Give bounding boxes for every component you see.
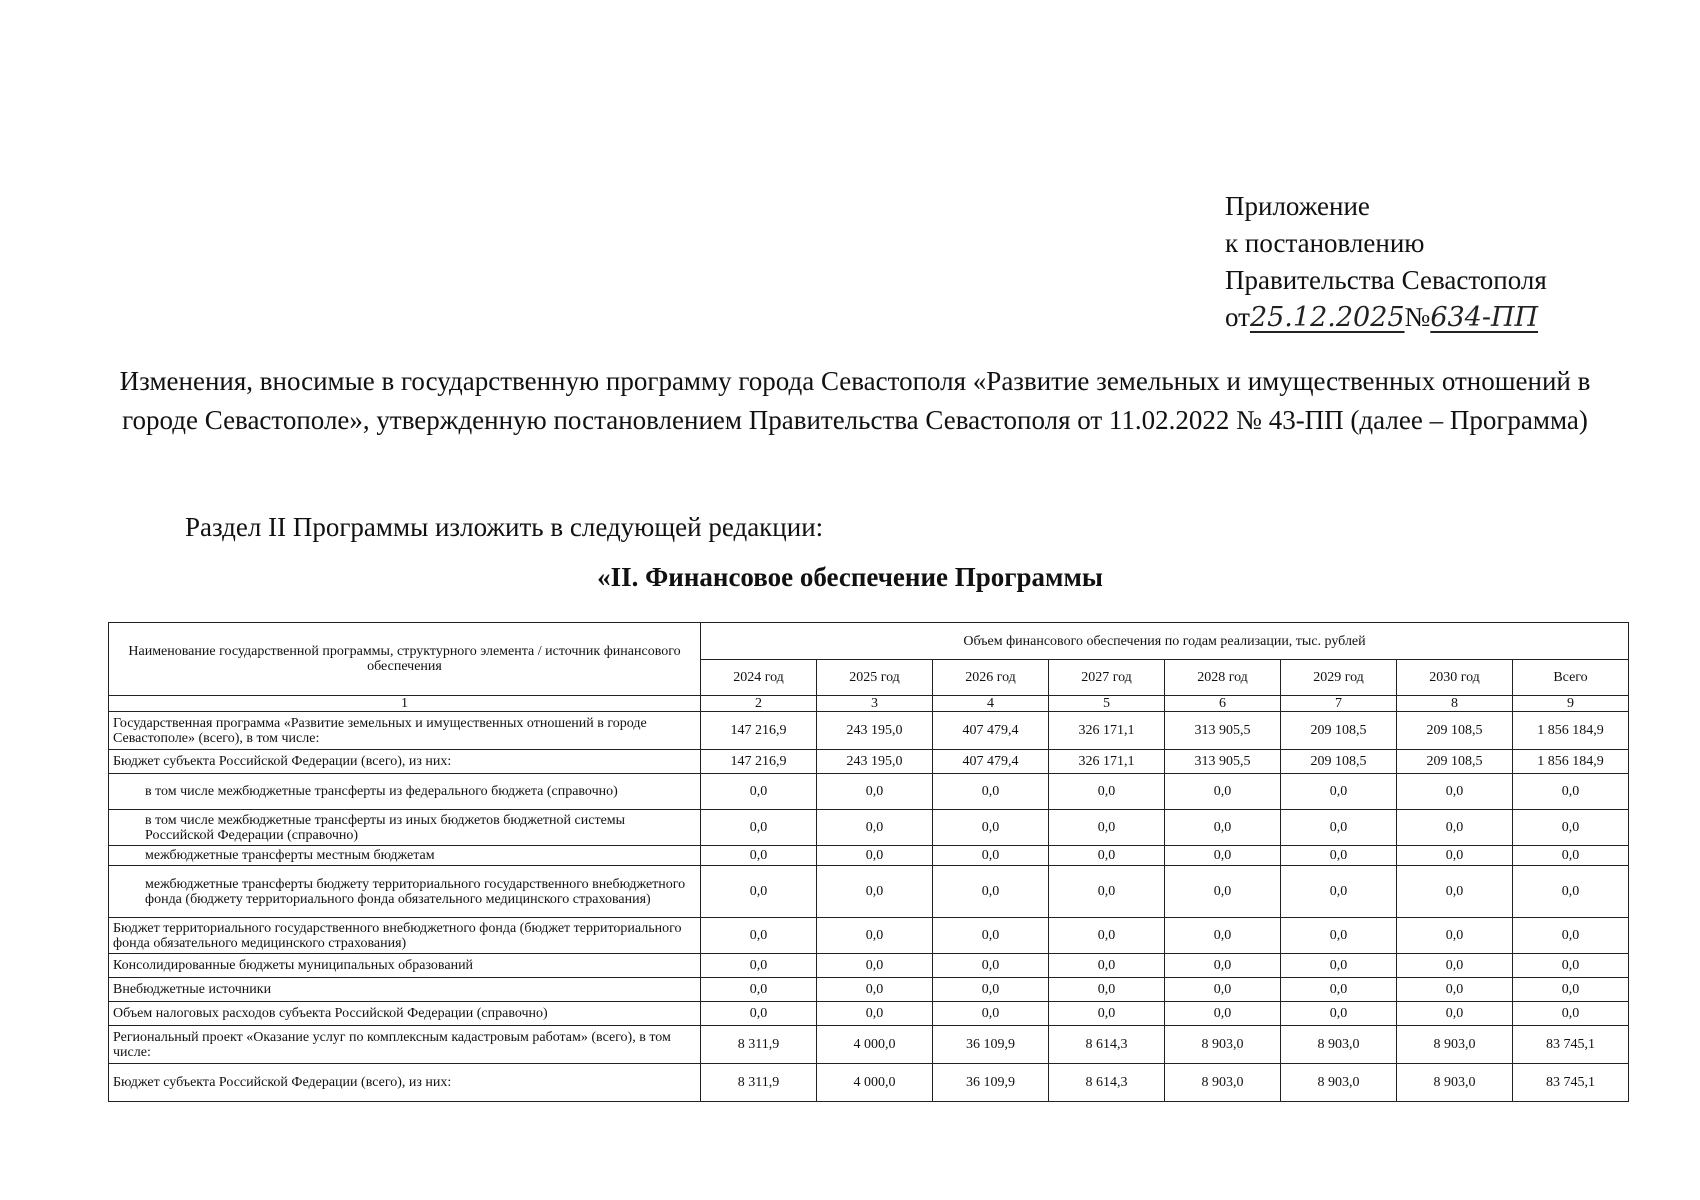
approval-date-number-line bbox=[1225, 299, 1560, 336]
table-row bbox=[109, 918, 1629, 954]
table-row bbox=[109, 954, 1629, 978]
row-name: в том числе межбюджетные трансферты из иных бюджетов бюджетной системы Российской Федерации (справочно) bbox=[109, 810, 701, 846]
row-total-value: 0,0 bbox=[1513, 954, 1629, 978]
row-year-value: 243 195,0 bbox=[817, 712, 933, 750]
row-year-value: 313 905,5 bbox=[1165, 712, 1281, 750]
row-year-value: 407 479,4 bbox=[933, 750, 1049, 774]
row-year-value: 147 216,9 bbox=[701, 712, 817, 750]
row-year-value: 0,0 bbox=[1165, 774, 1281, 810]
row-total-value: 0,0 bbox=[1513, 810, 1629, 846]
row-name: Бюджет субъекта Российской Федерации (всего), из них: bbox=[109, 750, 701, 774]
row-year-value: 0,0 bbox=[1165, 846, 1281, 866]
row-year-value: 407 479,4 bbox=[933, 712, 1049, 750]
row-year-value: 0,0 bbox=[933, 846, 1049, 866]
row-year-value: 0,0 bbox=[817, 978, 933, 1002]
row-year-value: 8 903,0 bbox=[1165, 1064, 1281, 1102]
header-name-column: Наименование государственной программы, структурного элемента / источник финансового обеспечения bbox=[109, 623, 701, 696]
column-number: 7 bbox=[1281, 696, 1397, 712]
approval-number-label: № bbox=[1404, 302, 1431, 332]
row-year-value: 0,0 bbox=[1281, 774, 1397, 810]
approval-line-government: Правительства Севастополя bbox=[1225, 265, 1547, 295]
row-name: в том числе межбюджетные трансферты из федерального бюджета (справочно) bbox=[109, 774, 701, 810]
header-year: 2026 год bbox=[933, 660, 1049, 696]
row-name: Внебюджетные источники bbox=[109, 978, 701, 1002]
row-year-value: 209 108,5 bbox=[1281, 712, 1397, 750]
row-year-value: 8 903,0 bbox=[1281, 1026, 1397, 1064]
row-year-value: 0,0 bbox=[1165, 954, 1281, 978]
row-year-value: 0,0 bbox=[701, 954, 817, 978]
table-row bbox=[109, 712, 1629, 750]
row-name: межбюджетные трансферты местным бюджетам bbox=[109, 846, 701, 866]
header-volume: Объем финансового обеспечения по годам реализации, тыс. рублей bbox=[701, 623, 1629, 660]
table-row bbox=[109, 1064, 1629, 1102]
row-year-value: 0,0 bbox=[1165, 918, 1281, 954]
row-name: Объем налоговых расходов субъекта Российской Федерации (справочно) bbox=[109, 1002, 701, 1026]
row-year-value: 0,0 bbox=[933, 866, 1049, 918]
row-year-value: 36 109,9 bbox=[933, 1026, 1049, 1064]
table-header-row bbox=[109, 623, 1629, 660]
row-year-value: 8 311,9 bbox=[701, 1026, 817, 1064]
row-year-value: 8 311,9 bbox=[701, 1064, 817, 1102]
table-row bbox=[109, 978, 1629, 1002]
table-row bbox=[109, 810, 1629, 846]
row-year-value: 0,0 bbox=[701, 774, 817, 810]
row-year-value: 0,0 bbox=[1281, 918, 1397, 954]
row-year-value: 326 171,1 bbox=[1049, 750, 1165, 774]
header-year: 2030 год bbox=[1397, 660, 1513, 696]
row-name: Бюджет территориального государственного внебюджетного фонда (бюджет территориального фонда обязательного медицинского страхования) bbox=[109, 918, 701, 954]
row-total-value: 1 856 184,9 bbox=[1513, 712, 1629, 750]
row-year-value: 0,0 bbox=[1049, 978, 1165, 1002]
table-body bbox=[109, 712, 1629, 1102]
row-year-value: 0,0 bbox=[1281, 846, 1397, 866]
row-total-value: 0,0 bbox=[1513, 1002, 1629, 1026]
table-row bbox=[109, 774, 1629, 810]
row-year-value: 0,0 bbox=[1049, 866, 1165, 918]
row-year-value: 0,0 bbox=[1397, 774, 1513, 810]
row-year-value: 0,0 bbox=[701, 918, 817, 954]
row-year-value: 8 614,3 bbox=[1049, 1064, 1165, 1102]
column-number: 6 bbox=[1165, 696, 1281, 712]
header-year: 2024 год bbox=[701, 660, 817, 696]
row-year-value: 0,0 bbox=[701, 1002, 817, 1026]
row-total-value: 0,0 bbox=[1513, 774, 1629, 810]
table-row bbox=[109, 846, 1629, 866]
row-name: Консолидированные бюджеты муниципальных образований bbox=[109, 954, 701, 978]
row-year-value: 8 903,0 bbox=[1165, 1026, 1281, 1064]
section-title: «II. Финансовое обеспечение Программы bbox=[597, 562, 1103, 592]
financing-table bbox=[108, 622, 1629, 1102]
table-column-number-row bbox=[109, 696, 1629, 712]
row-year-value: 0,0 bbox=[1049, 774, 1165, 810]
row-total-value: 0,0 bbox=[1513, 918, 1629, 954]
row-year-value: 0,0 bbox=[933, 810, 1049, 846]
row-year-value: 0,0 bbox=[1281, 954, 1397, 978]
row-year-value: 0,0 bbox=[817, 774, 933, 810]
row-year-value: 0,0 bbox=[1397, 810, 1513, 846]
row-year-value: 0,0 bbox=[817, 1002, 933, 1026]
row-year-value: 0,0 bbox=[1049, 810, 1165, 846]
row-year-value: 0,0 bbox=[701, 978, 817, 1002]
row-year-value: 0,0 bbox=[1281, 1002, 1397, 1026]
instruction-text: Раздел II Программы изложить в следующей редакции: bbox=[185, 512, 824, 542]
handwritten-date: 25.12.2025 bbox=[1249, 302, 1405, 333]
row-year-value: 0,0 bbox=[933, 1002, 1049, 1026]
approval-block bbox=[1225, 188, 1560, 336]
row-year-value: 0,0 bbox=[1281, 978, 1397, 1002]
row-year-value: 0,0 bbox=[1281, 866, 1397, 918]
column-number: 8 bbox=[1397, 696, 1513, 712]
row-year-value: 8 614,3 bbox=[1049, 1026, 1165, 1064]
row-year-value: 0,0 bbox=[1049, 954, 1165, 978]
header-year: 2029 год bbox=[1281, 660, 1397, 696]
handwritten-number: 634-ПП bbox=[1430, 302, 1539, 333]
row-year-value: 0,0 bbox=[817, 810, 933, 846]
header-year: 2027 год bbox=[1049, 660, 1165, 696]
approval-line-appendix: Приложение bbox=[1225, 191, 1370, 221]
row-year-value: 0,0 bbox=[1165, 1002, 1281, 1026]
column-number: 5 bbox=[1049, 696, 1165, 712]
row-year-value: 0,0 bbox=[701, 866, 817, 918]
table-row bbox=[109, 1026, 1629, 1064]
row-year-value: 209 108,5 bbox=[1397, 750, 1513, 774]
table-row bbox=[109, 866, 1629, 918]
table-row bbox=[109, 1002, 1629, 1026]
row-name: Региональный проект «Оказание услуг по комплексным кадастровым работам» (всего), в том числе: bbox=[109, 1026, 701, 1064]
row-year-value: 0,0 bbox=[817, 866, 933, 918]
row-year-value: 209 108,5 bbox=[1281, 750, 1397, 774]
row-total-value: 0,0 bbox=[1513, 846, 1629, 866]
row-year-value: 36 109,9 bbox=[933, 1064, 1049, 1102]
row-year-value: 0,0 bbox=[933, 774, 1049, 810]
column-number: 1 bbox=[109, 696, 701, 712]
approval-from-label: от bbox=[1225, 302, 1250, 332]
row-year-value: 0,0 bbox=[1397, 918, 1513, 954]
row-year-value: 0,0 bbox=[1397, 978, 1513, 1002]
row-year-value: 0,0 bbox=[933, 954, 1049, 978]
row-year-value: 0,0 bbox=[1397, 866, 1513, 918]
row-year-value: 0,0 bbox=[1397, 846, 1513, 866]
row-year-value: 0,0 bbox=[1397, 1002, 1513, 1026]
row-total-value: 0,0 bbox=[1513, 978, 1629, 1002]
header-year: 2025 год bbox=[817, 660, 933, 696]
row-year-value: 0,0 bbox=[1049, 846, 1165, 866]
header-year: 2028 год bbox=[1165, 660, 1281, 696]
row-year-value: 313 905,5 bbox=[1165, 750, 1281, 774]
row-year-value: 0,0 bbox=[817, 846, 933, 866]
row-year-value: 0,0 bbox=[1397, 954, 1513, 978]
row-year-value: 0,0 bbox=[701, 846, 817, 866]
row-year-value: 0,0 bbox=[1165, 810, 1281, 846]
row-year-value: 243 195,0 bbox=[817, 750, 933, 774]
row-total-value: 83 745,1 bbox=[1513, 1026, 1629, 1064]
column-number: 9 bbox=[1513, 696, 1629, 712]
row-year-value: 4 000,0 bbox=[817, 1064, 933, 1102]
row-year-value: 8 903,0 bbox=[1281, 1064, 1397, 1102]
row-year-value: 0,0 bbox=[817, 918, 933, 954]
row-year-value: 8 903,0 bbox=[1397, 1064, 1513, 1102]
column-number: 2 bbox=[701, 696, 817, 712]
row-year-value: 8 903,0 bbox=[1397, 1026, 1513, 1064]
column-number: 3 bbox=[817, 696, 933, 712]
row-total-value: 1 856 184,9 bbox=[1513, 750, 1629, 774]
row-year-value: 0,0 bbox=[933, 918, 1049, 954]
row-year-value: 0,0 bbox=[817, 954, 933, 978]
row-name: Государственная программа «Развитие земельных и имущественных отношений в городе Севастополе» (всего), в том числе: bbox=[109, 712, 701, 750]
row-total-value: 83 745,1 bbox=[1513, 1064, 1629, 1102]
row-year-value: 4 000,0 bbox=[817, 1026, 933, 1064]
document-header: Изменения, вносимые в государственную программу города Севастополя «Развитие земельных и имущественных отношений в городе Севастополе», утвержденную постановлением Правительства Севастополя от 11.02.2022 № 43-ПП (далее – Программа) bbox=[119, 366, 1591, 435]
row-year-value: 0,0 bbox=[701, 810, 817, 846]
table-row bbox=[109, 750, 1629, 774]
row-name: Бюджет субъекта Российской Федерации (всего), из них: bbox=[109, 1064, 701, 1102]
approval-line-resolution: к постановлению bbox=[1225, 228, 1425, 258]
row-year-value: 326 171,1 bbox=[1049, 712, 1165, 750]
row-year-value: 147 216,9 bbox=[701, 750, 817, 774]
column-number: 4 bbox=[933, 696, 1049, 712]
header-total: Всего bbox=[1513, 660, 1629, 696]
row-year-value: 0,0 bbox=[1281, 810, 1397, 846]
row-year-value: 0,0 bbox=[1165, 978, 1281, 1002]
row-year-value: 0,0 bbox=[933, 978, 1049, 1002]
row-total-value: 0,0 bbox=[1513, 866, 1629, 918]
row-name: межбюджетные трансферты бюджету территориального государственного внебюджетного фонда (бюджету территориального фонда обязательного медицинского страхования) bbox=[109, 866, 701, 918]
row-year-value: 0,0 bbox=[1165, 866, 1281, 918]
row-year-value: 209 108,5 bbox=[1397, 712, 1513, 750]
row-year-value: 0,0 bbox=[1049, 1002, 1165, 1026]
row-year-value: 0,0 bbox=[1049, 918, 1165, 954]
